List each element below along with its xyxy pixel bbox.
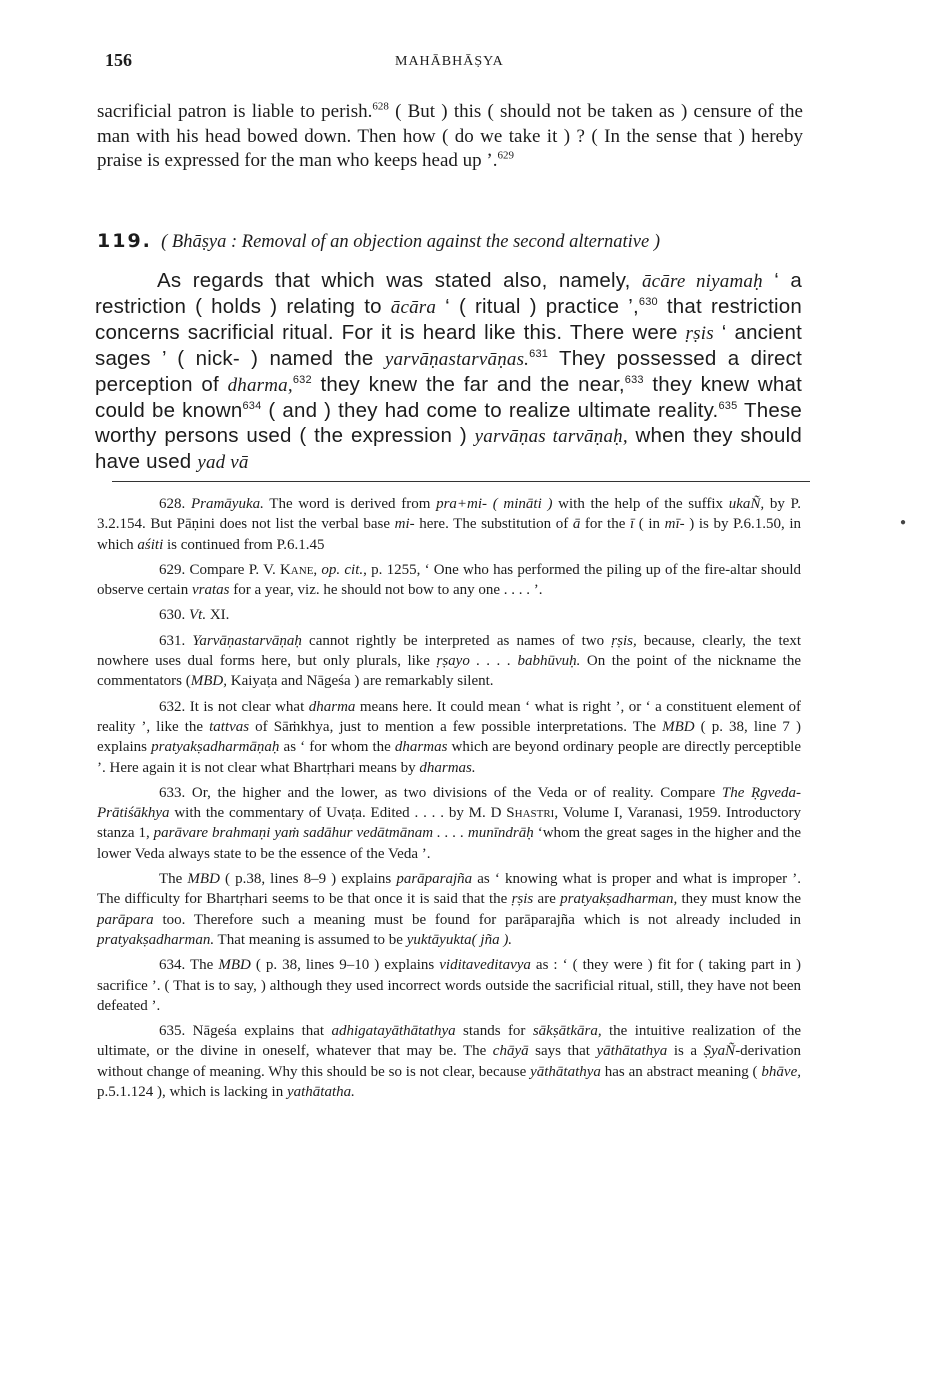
footnote-ref-632[interactable]: 632	[292, 374, 312, 387]
footnotes	[97, 494, 801, 1107]
page-number: 156	[105, 50, 132, 70]
main-paragraph: As regards that which was stated also, namely, ācāre niyamaḥ ‘ a restriction ( holds ) relating to ācāra ‘ ( ritual ) practice ’,$^{630}$ that restriction concerns sacrificial ritual. For it is heard like this. There were ṛṣis ‘ ancient sages ’ ( nick- ) named the yarvāṇastarvāṇas.$^{631}$ They possessed a direct perception of dharma,$^{632}$ they knew the far and the near,$^{633}$ they knew what could be known$^{634}$ ( and ) they had come to realize ultimate reality.$^{635}$ These worthy persons used ( the expression ) yarvāṇas tarvāṇaḥ, when they should have used yad vā	[95, 269, 802, 473]
footnote-635: 635. Nāgeśa explains that adhigatayāthātathya stands for sākṣātkāra, the intuitive realization of the ultimate, or the divine in oneself, whatever that may be. The chāyā says that yāthātathya is a ṢyaÑ-derivation without change of meaning. Why this should be so is not clear, because yāthātathya has an abstract meaning ( bhāve, p.5.1.124 ), which is lacking in yathātatha.	[97, 1023, 802, 1101]
section-number: 119.	[97, 230, 152, 252]
footnote-ref-630[interactable]: 630	[638, 296, 658, 309]
footnote-629: 629. Compare P. V. Kane, op. cit., p. 1255, ‘ One who has performed the piling up of the fire-altar should observe certain vratas for a year, viz. he should not bow to any one . . . . ’.	[97, 561, 802, 599]
footnote-632: 632. It is not clear what dharma means here. It could mean ‘ what is right ’, or ‘ a constituent element of reality ’, like the tattvas of Sāṁkhya, just to mention a few possible interpretations. The MBD ( p. 38, line 7 ) explains pratyakṣadharmāṇaḥ as ‘ for whom the dharmas which are beyond ordinary people are directly perceptible ’. Here again it is not clear what Bhartṛhari means by dharmas.	[97, 698, 802, 776]
margin-mark-icon: ●	[900, 517, 907, 528]
footnote-630: 630. Vt. XI.	[159, 607, 230, 624]
footnote-ref-629[interactable]: 629	[497, 149, 514, 162]
continued-paragraph: sacrificial patron is liable to perish.$^{628}$ ( But ) this ( should not be taken as ) censure of the man with his head bowed down. Then how ( do we take it ) ? ( In the sense that ) hereby praise is expressed for the man who keeps head up ’.$^{629}$	[97, 100, 803, 171]
footnote-631: 631. Yarvāṇastarvāṇaḥ cannot rightly be interpreted as names of two ṛṣis, because, clearly, the text nowhere uses dual forms here, but only plurals, like ṛṣayo . . . . babhūvuḥ. On the point of the nickname the commentators (MBD, Kaiyaṭa and Nāgeśa ) are remarkably silent.	[97, 632, 802, 690]
footnote-ref-628[interactable]: 628	[372, 100, 389, 113]
footnote-ref-633[interactable]: 633	[624, 374, 644, 387]
footnote-633-continued: The MBD ( p.38, lines 8–9 ) explains parāparajña as ‘ knowing what is proper and what is improper ’. The difficulty for Bhartṛhari seems to be that once it is said that the ṛṣis are pratyakṣadharman, they must know the parāpara too. Therefore such a meaning must be found for parāparajña which is not already included in pratyakṣadharman. That meaning is assumed to be yuktāyukta( jña ).	[97, 871, 802, 948]
section-heading	[97, 230, 807, 253]
footnote-628: 628. Pramāyuka. The word is derived from pra+mi- ( mināti ) with the help of the suffix ukaÑ, by P. 3.2.154. But Pāṇini does not list the verbal base mi- here. The substitution of ā for the ī ( in mī- ) is by P.6.1.50, in which aśiti is continued from P.6.1.45	[97, 496, 801, 553]
running-head: MAHĀBHĀṢYA	[395, 54, 504, 69]
footnote-ref-631[interactable]: 631	[529, 348, 549, 361]
footnote-ref-635[interactable]: 635	[718, 400, 738, 413]
section-title: ( Bhāṣya : Removal of an objection against the second alternative )	[161, 232, 661, 252]
footnote-634: 634. The MBD ( p. 38, lines 9–10 ) explains viditaveditavya as : ‘ ( they were ) fit for ( taking part in ) sacrifice ’. ( That is to say, ) although they used incorrect words outside the sacrificial ritual, still, they have not been defeated ’.	[97, 957, 801, 1014]
footnote-633: 633. Or, the higher and the lower, as two divisions of the Veda or of reality. Compare The Ṛgveda-Prātiśākhya with the commentary of Uvaṭa. Edited . . . . by M. D Shastri, Volume I, Varanasi, 1959. Introductory stanza 1, parāvare brahmaṇi yaṁ sadāhur vedātmānam . . . . munīndrāḥ ‘whom the great sages in the higher and the lower Veda always state to be the essence of the Veda ’.	[97, 784, 801, 862]
footnote-ref-634[interactable]: 634	[242, 400, 262, 413]
footnote-divider	[112, 481, 810, 482]
page-header	[105, 50, 805, 74]
